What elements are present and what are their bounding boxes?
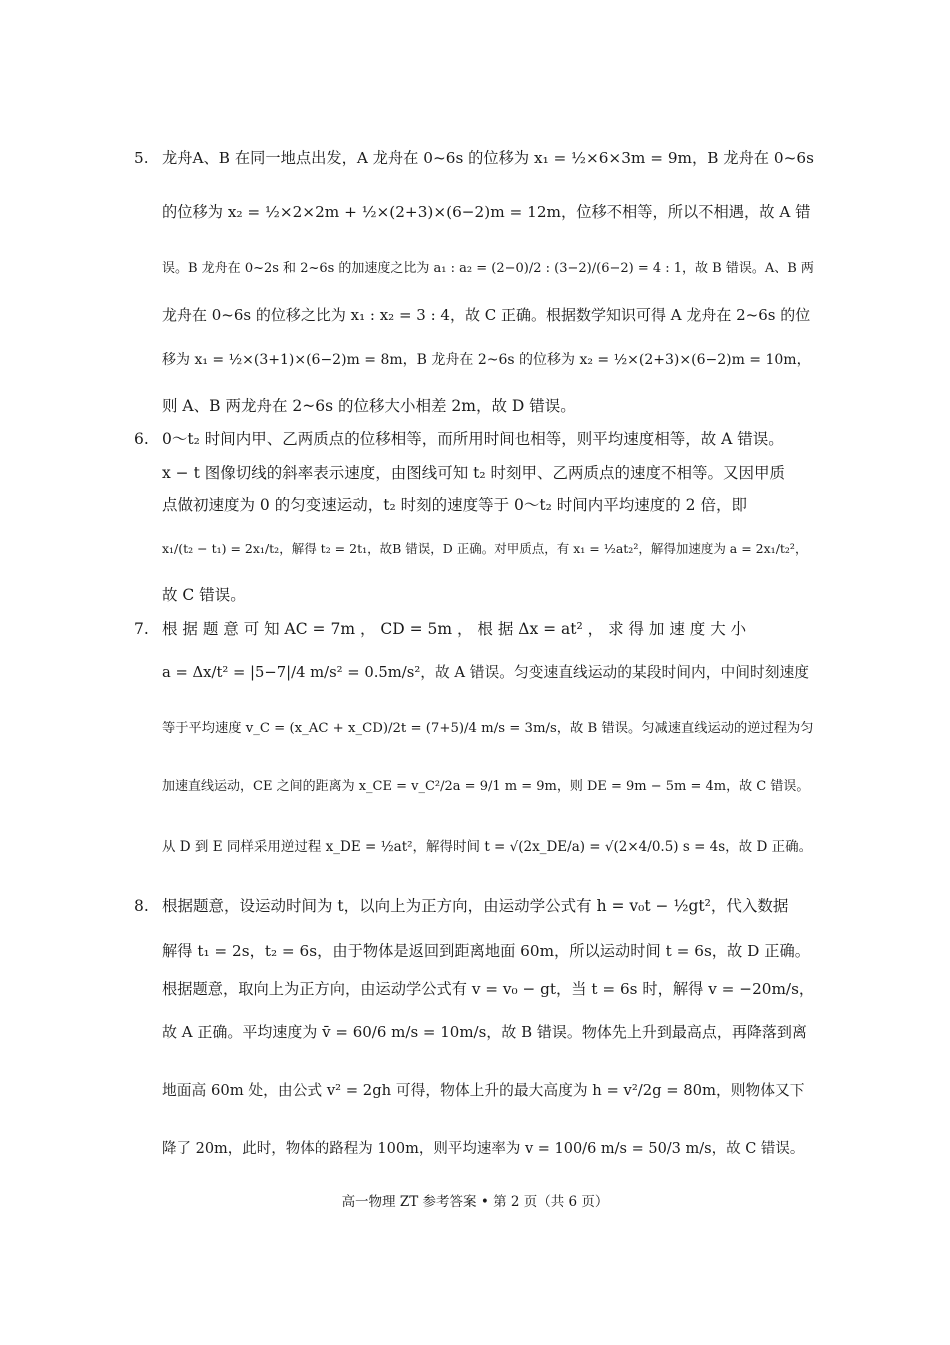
q5-line-1: 5. 龙舟A、B 在同一地点出发，A 龙舟在 0~6s 的位移为 x₁ = ½×6×3m = 9m，B 龙舟在 0~6s: [134, 149, 814, 167]
q6-line-5: 故 C 错误。: [162, 586, 246, 604]
q7-line-4: 加速直线运动，CE 之间的距离为 x_CE = v_C²/2a = 9/1 m = 9m，则 DE = 9m − 5m = 4m，故 C 错误。: [162, 779, 810, 794]
q5-number: 5.: [134, 149, 149, 167]
q5-line-2: 的位移为 x₂ = ½×2×2m + ½×(2+3)×(6−2)m = 12m，位移不相等，所以不相遇，故 A 错: [162, 203, 811, 221]
q6-line-2: x − t 图像切线的斜率表示速度，由图线可知 t₂ 时刻甲、乙两质点的速度不相等。又因甲质: [162, 464, 786, 482]
q6-line-4: x₁/(t₂ − t₁) = 2x₁/t₂，解得 t₂ = 2t₁，故B 错误，D 正确。对甲质点，有 x₁ = ½at₂²，解得加速度为 a = 2x₁/t₂²，: [162, 541, 808, 556]
page-footer: 高一物理 ZT 参考答案 • 第 2 页（共 6 页）: [341, 1194, 609, 1210]
q7-line-5: 从 D 到 E 同样采用逆过程 x_DE = ½at²，解得时间 t = √(2x_DE/a) = √(2×4/0.5) s = 4s，故 D 正确。: [162, 839, 813, 855]
q5-line-3: 误。B 龙舟在 0~2s 和 2~6s 的加速度之比为 a₁ : a₂ = (2−0)/2 : (3−2)/(6−2) = 4 : 1，故 B 错误。A、B 两: [162, 261, 814, 276]
q7-line-3: 等于平均速度 v_C = (x_AC + x_CD)/2t = (7+5)/4 m/s = 3m/s，故 B 错误。匀减速直线运动的逆过程为匀: [162, 721, 814, 736]
q6-line-1: 6. 0～t₂ 时间内甲、乙两质点的位移相等，而所用时间也相等，则平均速度相等，故 A 错误。: [134, 430, 784, 448]
q6-number: 6.: [134, 430, 149, 448]
q8-line-4: 故 A 正确。平均速度为 v̄ = 60/6 m/s = 10m/s，故 B 错误。物体先上升到最高点，再降落到离: [162, 1023, 807, 1041]
q6-line-3: 点做初速度为 0 的匀变速运动，t₂ 时刻的速度等于 0～t₂ 时间内平均速度的 2 倍，即: [162, 496, 747, 514]
q7-line-1: 7. 根 据 题 意 可 知 AC = 7m ， CD = 5m ， 根 据 Δx = at² ， 求 得 加 速 度 大 小: [134, 620, 747, 638]
q8-number: 8.: [134, 897, 149, 915]
q7-number: 7.: [134, 620, 149, 638]
q8-line-3: 根据题意，取向上为正方向，由运动学公式有 v = v₀ − gt，当 t = 6s 时，解得 v = −20m/s，: [162, 980, 815, 998]
q8-line-5: 地面高 60m 处，由公式 v² = 2gh 可得，物体上升的最大高度为 h = v²/2g = 80m，则物体又下: [162, 1082, 805, 1099]
q5-line-5: 移为 x₁ = ½×(3+1)×(6−2)m = 8m，B 龙舟在 2~6s 的位移为 x₂ = ½×(2+3)×(6−2)m = 10m，: [162, 352, 811, 368]
q8-line-1: 8. 根据题意，设运动时间为 t，以向上为正方向，由运动学公式有 h = v₀t − ½gt²，代入数据: [134, 897, 789, 915]
q8-line-6: 降了 20m，此时，物体的路程为 100m，则平均速率为 v = 100/6 m/s = 50/3 m/s，故 C 错误。: [162, 1141, 805, 1157]
q5-line-6: 则 A、B 两龙舟在 2~6s 的位移大小相差 2m，故 D 错误。: [162, 397, 576, 415]
q7-line-2: a = Δx/t² = |5−7|/4 m/s² = 0.5m/s²，故 A 错误。匀变速直线运动的某段时间内，中间时刻速度: [162, 664, 810, 681]
q5-line-4: 龙舟在 0~6s 的位移之比为 x₁ : x₂ = 3 : 4，故 C 正确。根据数学知识可得 A 龙舟在 2~6s 的位: [162, 306, 811, 324]
q8-line-2: 解得 t₁ = 2s，t₂ = 6s，由于物体是返回到距离地面 60m，所以运动时间 t = 6s，故 D 正确。: [162, 942, 810, 960]
